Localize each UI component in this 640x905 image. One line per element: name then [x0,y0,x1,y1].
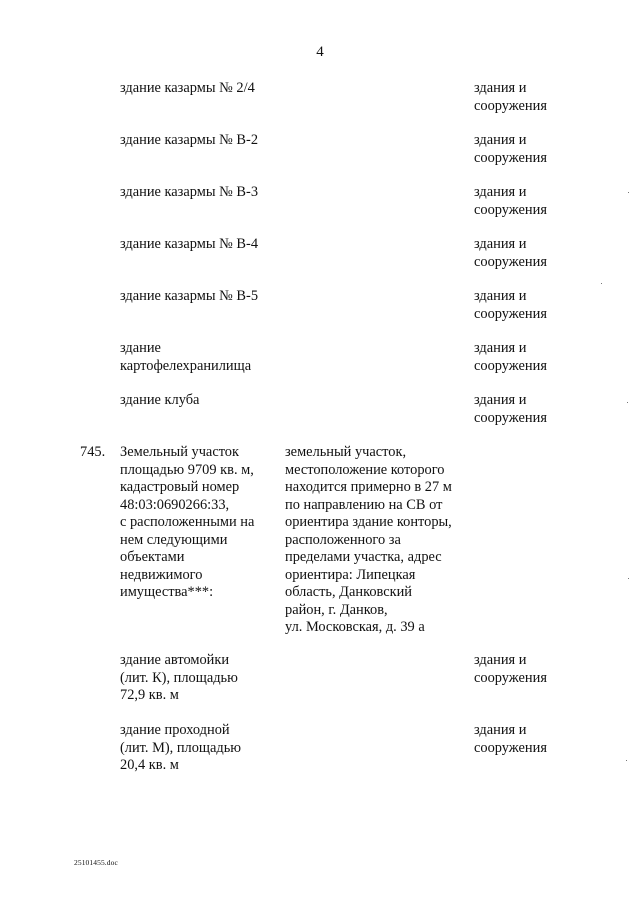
building-category: здания и сооружения [474,392,547,426]
building-category: здания и сооружения [474,722,547,756]
building-category: здания и сооружения [474,184,547,218]
scan-speck [627,402,628,403]
entry-name: Земельный участок площадью 9709 кв. м, кадастровый номер 48:03:0690266:33, с расположенными на нем следующими объектами недвижимого имущества***: [120,444,255,600]
building-name: здание автомойки (лит. К), площадью 72,9 кв. м [120,652,238,703]
building-name: здание клуба [120,392,200,408]
scan-speck [601,283,602,284]
building-name: здание казармы № В-3 [120,184,259,200]
building-name: здание казармы № В-5 [120,288,259,304]
scan-speck [628,192,629,193]
building-category: здания и сооружения [474,340,547,374]
scan-speck [626,760,627,761]
building-name: здание проходной (лит. М), площадью 20,4 кв. м [120,722,242,773]
building-category: здания и сооружения [474,236,547,270]
page-number: 4 [316,44,324,60]
building-name: здание казармы № 2/4 [120,80,255,96]
entry-number: 745. [80,444,106,460]
scan-speck [628,578,629,579]
building-name: здание казармы № В-4 [120,236,259,252]
building-name: здание картофелехранилища [120,340,252,374]
footer-filename: 25101455.doc [74,858,118,867]
building-name: здание казармы № В-2 [120,132,259,148]
building-category: здания и сооружения [474,288,547,322]
building-category: здания и сооружения [474,132,547,166]
building-category: здания и сооружения [474,80,547,114]
building-category: здания и сооружения [474,652,547,686]
entry-description: земельный участок, местоположение которого находится примерно в 27 м по направлению на СВ от ориентира здание конторы, расположенного за пределами участка, адрес ориентира: Липецкая область, Данковский район, г. Данков, ул. Московская, д. 39 а [285,444,452,635]
